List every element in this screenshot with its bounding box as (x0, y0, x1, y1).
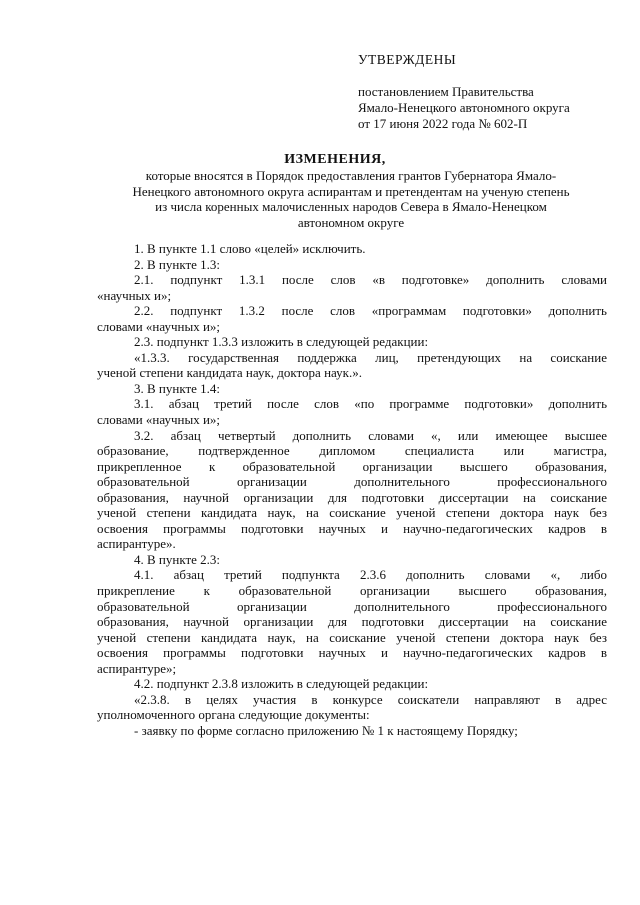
paragraph-line: 4.1. абзац третий подпункта 2.3.6 дополнить словами «, либо (134, 567, 607, 583)
paragraph (97, 334, 607, 350)
subtitle-line: автономном округе (297, 214, 405, 230)
paragraph-line: ученой степени кандидата наук, доктора наук.». (97, 365, 362, 381)
paragraph-line: словами «научных и»; (97, 318, 221, 334)
subtitle-line: которые вносятся в Порядок предоставления грантов Губернатора Ямало- (145, 168, 557, 183)
paragraph (97, 676, 607, 692)
paragraph-line: аспирантуре»; (97, 660, 177, 676)
approval-stamp (358, 52, 618, 132)
paragraph-line: образования, научной организации для подготовки диссертации на соискание (97, 489, 607, 505)
paragraph-line: прикрепление к образовательной организации высшего образования, (97, 583, 607, 599)
approval-heading: УТВЕРЖДЕНЫ (358, 52, 457, 67)
paragraph (97, 567, 607, 676)
paragraph-line: 4.2. подпункт 2.3.8 изложить в следующей редакции: (134, 676, 429, 692)
paragraph-line: 2.1. подпункт 1.3.1 после слов «в подготовке» дополнить словами (134, 272, 607, 288)
paragraph (97, 350, 607, 381)
paragraph-line: 2.2. подпункт 1.3.2 после слов «программам подготовки» дополнить (134, 303, 607, 319)
paragraph-line: образование, подтвержденное дипломом специалиста или магистра, (97, 443, 607, 459)
subtitle-line: Ненецкого автономного округа аспирантам и претендентам на ученую степень (132, 183, 570, 199)
paragraph (97, 396, 607, 427)
paragraph-line: аспирантуре». (97, 536, 176, 552)
paragraph-line: 3.1. абзац третий после слов «по программе подготовки» дополнить (134, 396, 607, 412)
paragraph-line: 3.2. абзац четвертый дополнить словами «, или имеющее высшее (134, 427, 607, 443)
approval-line: постановлением Правительства (358, 84, 534, 99)
paragraph-line: словами «научных и»; (97, 412, 221, 428)
paragraph-line: 1. В пункте 1.1 слово «целей» исключить. (134, 241, 366, 256)
paragraph-line: 2.3. подпункт 1.3.3 изложить в следующей редакции: (134, 334, 429, 350)
paragraph-line: 3. В пункте 1.4: (134, 380, 221, 396)
subtitle-line: из числа коренных малочисленных народов Севера в Ямало-Ненецком (155, 199, 547, 214)
paragraph-line: образовательной организации дополнительного профессионального (97, 598, 607, 614)
paragraph-line: «2.3.8. в целях участия в конкурсе соискатели направляют в адрес (134, 691, 607, 707)
paragraph (97, 692, 607, 723)
paragraph-line: освоения программы подготовки научных и научно-педагогических кадров в (97, 645, 607, 661)
paragraph-line: ученой степени кандидата наук, на соискание ученой степени доктора наук без (97, 629, 607, 645)
approval-line: от 17 июня 2022 года № 602-П (358, 116, 528, 131)
paragraph-line: «1.3.3. государственная поддержка лиц, претендующих на соискание (134, 349, 607, 365)
document-body (97, 241, 607, 739)
paragraph-line: освоения программы подготовки научных и научно-педагогических кадров в (97, 520, 607, 536)
paragraph (97, 241, 607, 257)
approval-line: Ямало-Ненецкого автономного округа (358, 100, 570, 115)
paragraph (97, 381, 607, 397)
paragraph (97, 257, 607, 273)
paragraph-line: прикрепленное к образовательной организации высшего образования, (97, 458, 607, 474)
paragraph (97, 552, 607, 568)
paragraph-line: «научных и»; (97, 287, 172, 303)
document-title: ИЗМЕНЕНИЯ, (284, 152, 386, 167)
paragraph-line: - заявку по форме согласно приложению № 1 к настоящему Порядку; (134, 722, 518, 738)
paragraph-line: образовательной организации дополнительного профессионального (97, 474, 607, 490)
paragraph (97, 303, 607, 334)
paragraph-line: 2. В пункте 1.3: (134, 256, 221, 272)
paragraph-line: уполномоченного органа следующие документы: (97, 707, 370, 723)
paragraph (97, 272, 607, 303)
document-subtitle (96, 168, 606, 230)
paragraph (97, 428, 607, 552)
paragraph-line: образования, научной организации для подготовки диссертации на соискание (97, 614, 607, 630)
paragraph-line: ученой степени кандидата наук, на соискание ученой степени доктора наук без (97, 505, 607, 521)
paragraph-line: 4. В пункте 2.3: (134, 551, 221, 567)
paragraph (97, 723, 607, 739)
